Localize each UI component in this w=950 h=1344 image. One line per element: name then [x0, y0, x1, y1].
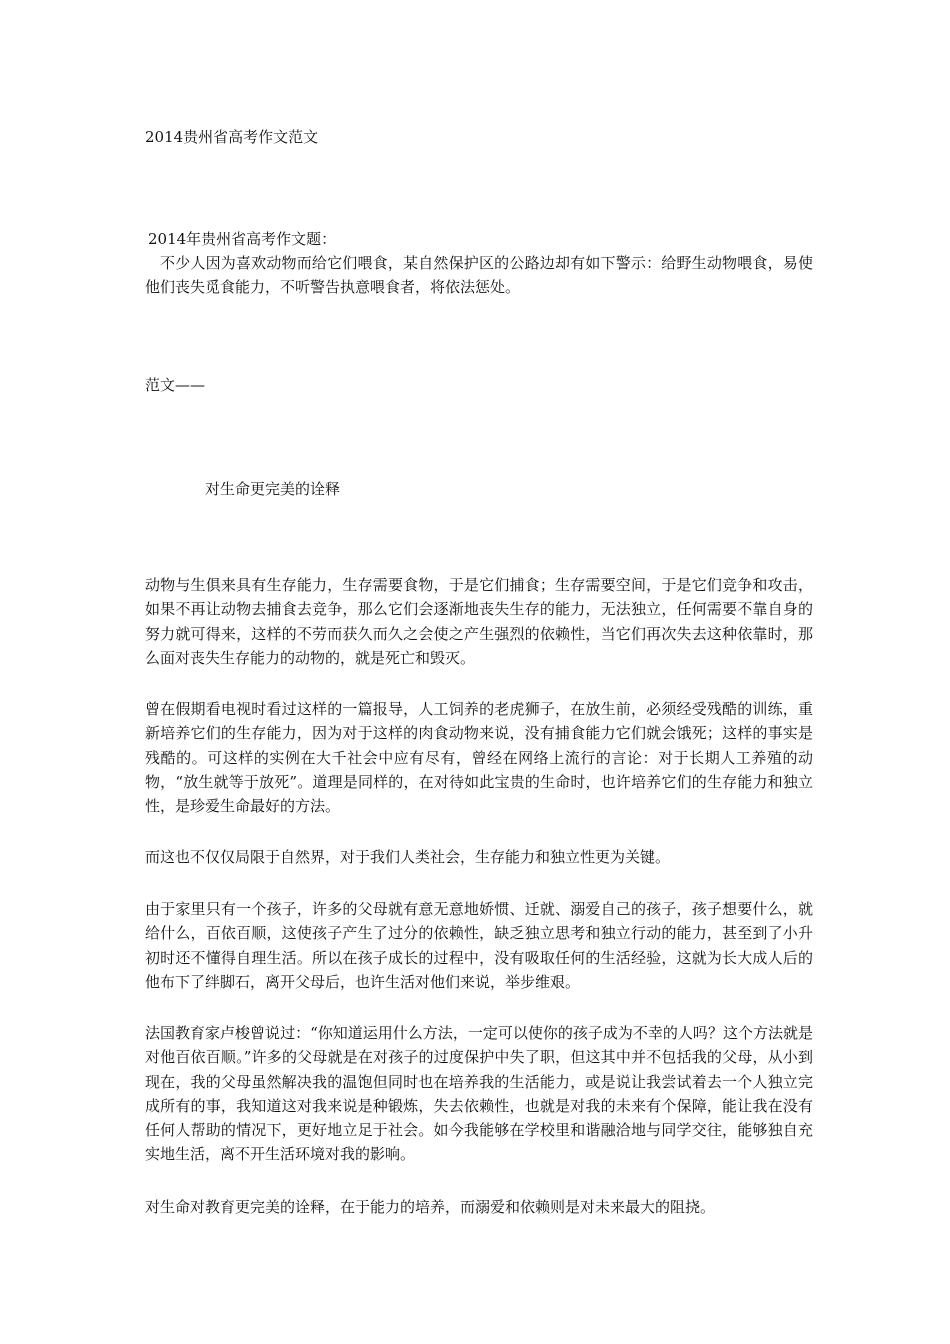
- question-body: 不少人因为喜欢动物而给它们喂食，某自然保护区的公路边却有如下警示：给野生动物喂食，易使他们丧失觅食能力，不听警告执意喂食者，将依法惩处。: [145, 254, 813, 296]
- sample-essay-label: 范文——: [145, 376, 206, 394]
- essay-paragraph: 由于家里只有一个孩子，许多的父母就有意无意地娇惯、迁就、溺爱自己的孩子，孩子想要什么，就给什么，百依百顺，这使孩子产生了过分的依赖性，缺乏独立思考和独立行动的能力，甚至到了小升初时还不懂得自理生活。所以在孩子成长的过程中，没有吸取任何的生活经验，这就为长大成人后的他布下了绊脚石，离开父母后，也许生活对他们来说，举步维艰。: [145, 900, 813, 991]
- essay-paragraph: 而这也不仅仅局限于自然界，对于我们人类社会，生存能力和独立性更为关键。: [145, 848, 671, 866]
- essay-title: 对生命更完美的诠释: [205, 480, 341, 498]
- essay-paragraph: 对生命对教育更完美的诠释，在于能力的培养，而溺爱和依赖则是对未来最大的阻挠。: [145, 1198, 716, 1216]
- essay-paragraph: 法国教育家卢梭曾说过：“你知道运用什么方法，一定可以使你的孩子成为不幸的人吗？这个方法就是对他百依百顺。”许多的父母就是在对孩子的过度保护中失了职，但这其中并不包括我的父母，从小到现在，我的父母虽然解决我的温饱但同时也在培养我的生活能力，或是说让我尝试着去一个人独立完成所有的事，我知道这对我来说是种锻炼，失去依赖性，也就是对我的未来有个保障，能让我在没有任何人帮助的情况下，更好地立足于社会。如今我能够在学校里和谐融洽地与同学交往，能够独自充实地生活，离不开生活环境对我的影响。: [145, 1024, 813, 1164]
- question-title: 2014年贵州省高考作文题：: [148, 230, 337, 248]
- essay-paragraph: 动物与生俱来具有生存能力，生存需要食物，于是它们捕食；生存需要空间，于是它们竞争和攻击，如果不再让动物去捕食去竞争，那么它们会逐渐地丧失生存的能力，无法独立，任何需要不靠自身的努力就可得来，这样的不劳而获久而久之会使之产生强烈的依赖性，当它们再次失去这种依靠时，那么面对丧失生存能力的动物的，就是死亡和毁灭。: [145, 576, 813, 667]
- document-title: 2014贵州省高考作文范文: [145, 128, 319, 146]
- essay-paragraph: 曾在假期看电视时看过这样的一篇报导，人工饲养的老虎狮子，在放生前，必须经受残酷的训练，重新培养它们的生存能力，因为对于这样的肉食动物来说，没有捕食能力它们就会饿死；这样的事实是残酷的。可这样的实例在大千社会中应有尽有，曾经在网络上流行的言论：对于长期人工养殖的动物，“放生就等于放死”。道理是同样的，在对待如此宝贵的生命时，也许培养它们的生存能力和独立性，是珍爱生命最好的方法。: [145, 700, 813, 816]
